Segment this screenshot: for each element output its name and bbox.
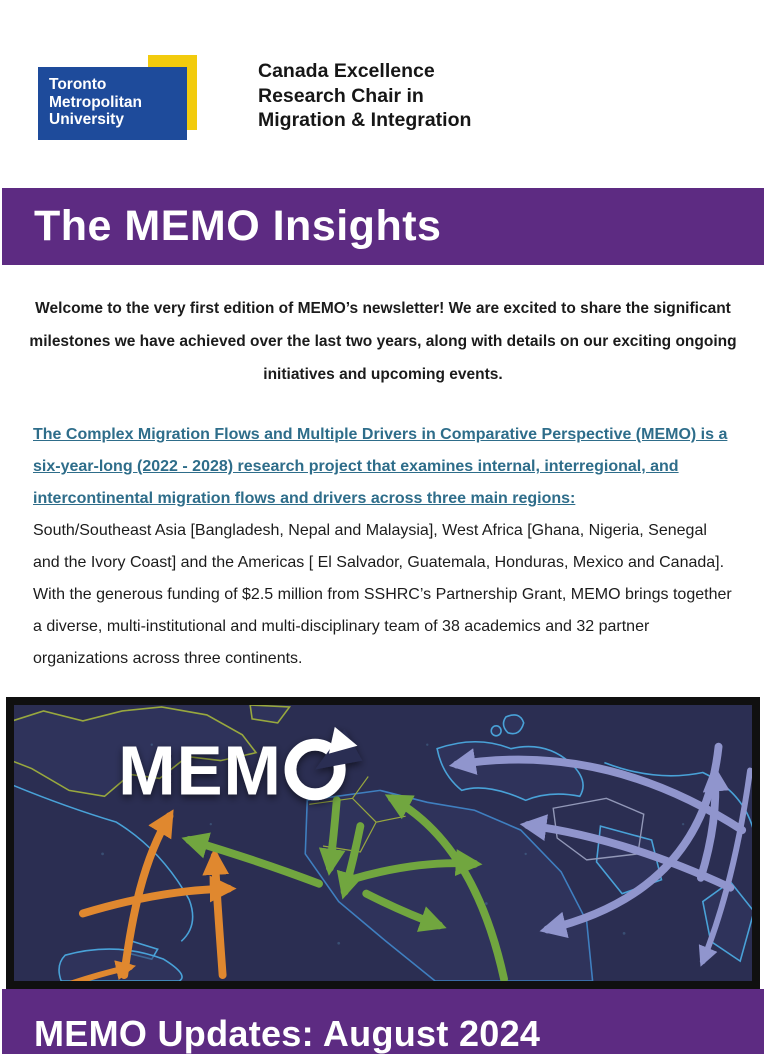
newsletter-title: The MEMO Insights (34, 202, 442, 250)
chair-title (258, 59, 471, 188)
welcome-paragraph: Welcome to the very first edition of MEMO’s newsletter! We are excited to share the significant milestones we have achieved over the last two years, along with details on our exciting ongoing initiatives and upcoming events. (29, 300, 737, 383)
chair-title-line: Migration & Integration (258, 109, 472, 131)
tmu-word-line: University (49, 111, 124, 128)
project-link[interactable]: The Complex Migration Flows and Multiple Drivers in Comparative Perspective (MEMO) is a six-year-long (2022 - 2028) research project that examines internal, interregional, and intercontinental migration flows and drivers across three main regions: (33, 426, 728, 507)
world-map-graphic (14, 705, 752, 981)
header (0, 0, 766, 188)
tmu-logo (38, 55, 238, 145)
tmu-word-line: Toronto (49, 76, 107, 93)
hero-map-image (6, 697, 760, 989)
map-ireland (491, 726, 501, 736)
project-description-text: South/Southeast Asia [Bangladesh, Nepal and Malaysia], West Africa [Ghana, Nigeria, Senegal and the Ivory Coast] and the Americas [ El Salvador, Guatemala, Honduras, Mexico and Canada]. With the generous funding of $2.5 million from SSHRC’s Partnership Grant, MEMO brings together a diverse, multi-institutional and multi-disciplinary team of 38 academics and 32 partner organizations across three continents. (33, 522, 732, 667)
tmu-logo-wordmark (38, 67, 187, 140)
project-description (33, 419, 733, 675)
intro-section (0, 292, 766, 697)
tmu-word-line: Metropolitan (49, 93, 142, 111)
chair-title-line: Canada Excellence (258, 60, 435, 82)
memo-logo-text: MEM (118, 731, 282, 810)
masthead-banner (2, 188, 764, 265)
updates-banner (2, 989, 764, 1054)
updates-title: MEMO Updates: August 2024 (34, 1012, 541, 1054)
chair-title-line: Research Chair in (258, 84, 424, 107)
